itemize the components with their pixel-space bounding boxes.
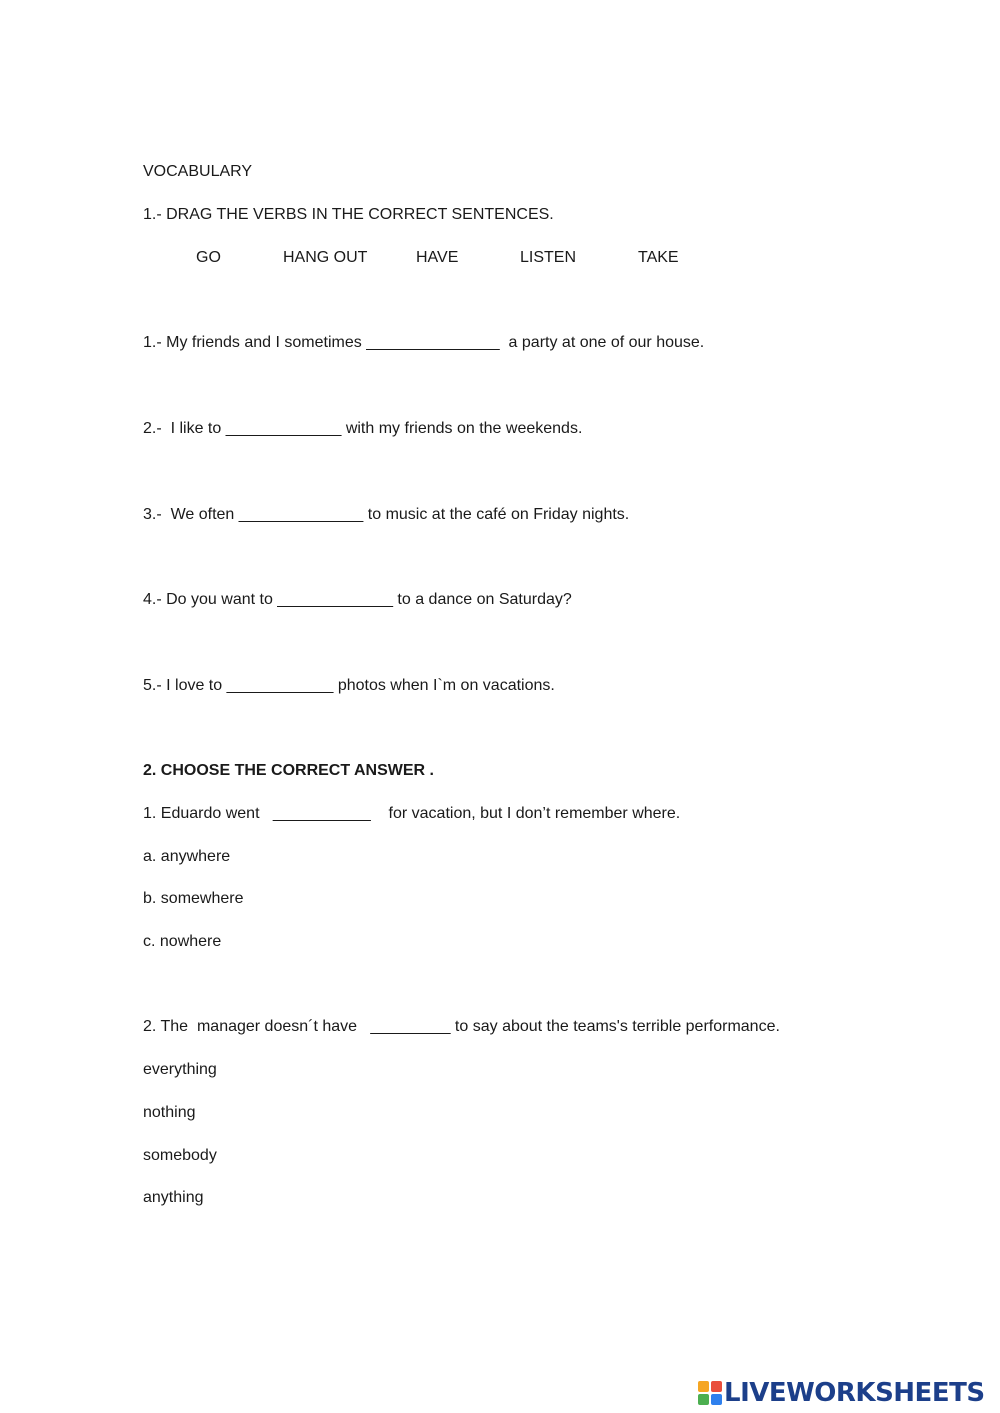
q1-option-b[interactable]: b. somewhere: [143, 890, 244, 907]
choose-answer-heading: 2. CHOOSE THE CORRECT ANSWER .: [143, 762, 434, 779]
liveworksheets-logo: [698, 1376, 985, 1410]
q2-option-somebody[interactable]: somebody: [143, 1147, 217, 1164]
sentence-3: 3.- We often ______________ to music at the café on Friday nights.: [143, 506, 630, 523]
question-1: 1. Eduardo went ___________ for vacation, but I don’t remember where.: [143, 805, 681, 822]
logo-square: [698, 1394, 709, 1405]
drag-instruction: 1.- DRAG THE VERBS IN THE CORRECT SENTENCES.: [143, 206, 554, 223]
verb-chip-hang-out[interactable]: HANG OUT: [283, 249, 368, 266]
verb-chip-listen[interactable]: LISTEN: [520, 249, 577, 266]
q2-option-anything[interactable]: anything: [143, 1189, 204, 1206]
sentence-4: 4.- Do you want to _____________ to a dance on Saturday?: [143, 591, 572, 608]
q1-option-c[interactable]: c. nowhere: [143, 933, 222, 950]
q2-option-everything[interactable]: everything: [143, 1061, 217, 1078]
verb-chip-go[interactable]: GO: [196, 249, 221, 266]
logo-square: [698, 1381, 709, 1392]
question-2: 2. The manager doesn´t have _________ to say about the teams's terrible performance.: [143, 1018, 780, 1035]
sentence-2: 2.- I like to _____________ with my friends on the weekends.: [143, 420, 583, 437]
sentence-1: 1.- My friends and I sometimes _______________ a party at one of our house.: [143, 334, 705, 351]
logo-square: [711, 1381, 722, 1392]
vocabulary-heading: VOCABULARY: [143, 163, 253, 180]
verb-chip-take[interactable]: TAKE: [638, 249, 679, 266]
q2-option-nothing[interactable]: nothing: [143, 1104, 196, 1121]
verb-chip-have[interactable]: HAVE: [416, 249, 459, 266]
logo-text: LIVEWORKSHEETS: [724, 1378, 985, 1408]
logo-mark-icon: [698, 1381, 722, 1405]
q1-option-a[interactable]: a. anywhere: [143, 848, 231, 865]
logo-square: [711, 1394, 722, 1405]
sentence-5: 5.- I love to ____________ photos when I`m on vacations.: [143, 677, 555, 694]
